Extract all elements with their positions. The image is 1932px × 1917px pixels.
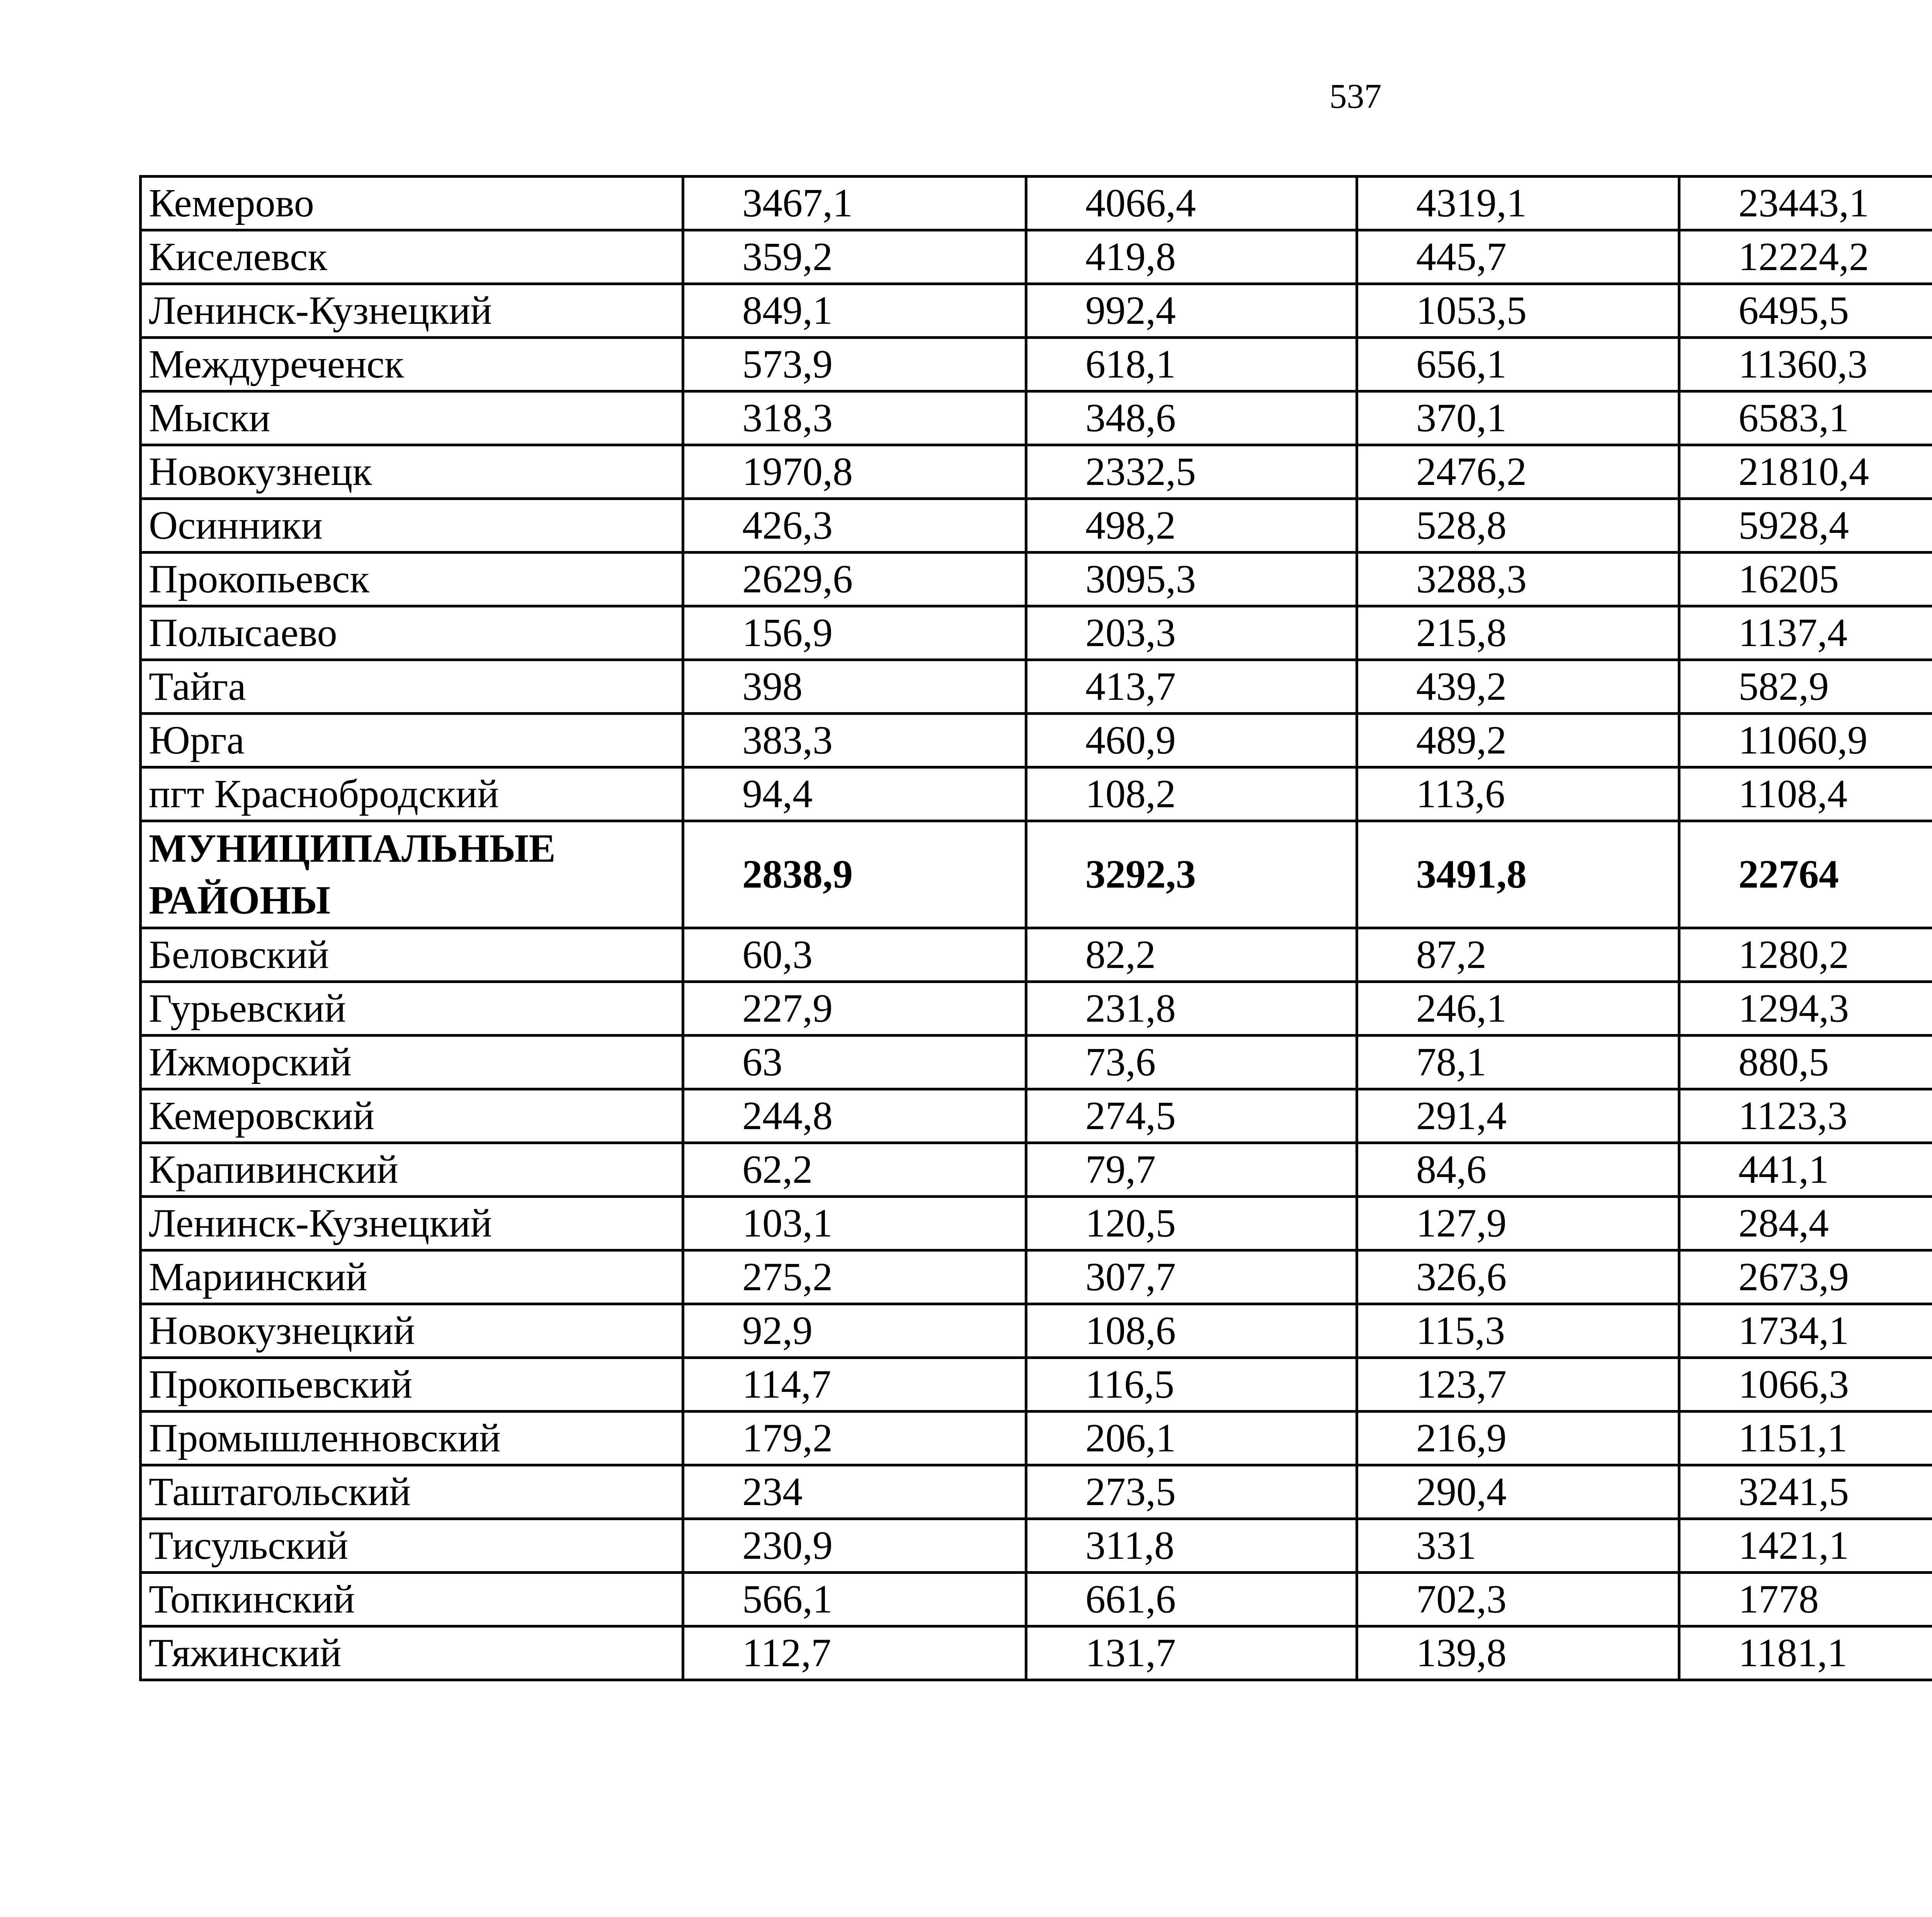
value-cell: 231,8 — [1026, 982, 1357, 1036]
value-cell: 230,9 — [683, 1519, 1026, 1573]
value-cell: 120,5 — [1026, 1197, 1357, 1250]
table-row-section-header — [141, 821, 1932, 928]
value-cell: 1066,3 — [1679, 1358, 1932, 1412]
value-cell: 3292,3 — [1026, 821, 1357, 928]
value-cell: 992,4 — [1026, 284, 1357, 338]
value-cell: 131,7 — [1026, 1626, 1357, 1680]
table-row — [141, 1143, 1932, 1197]
row-name-cell: Ижморский — [141, 1036, 683, 1089]
value-cell: 11360,3 — [1679, 338, 1932, 391]
value-cell: 179,2 — [683, 1412, 1026, 1465]
value-cell: 4066,4 — [1026, 177, 1357, 230]
value-cell: 1137,4 — [1679, 606, 1932, 660]
table-row — [141, 928, 1932, 982]
value-cell: 398 — [683, 660, 1026, 714]
value-cell: 12224,2 — [1679, 230, 1932, 284]
row-name-cell: МУНИЦИПАЛЬНЫЕ РАЙОНЫ — [141, 821, 683, 928]
value-cell: 246,1 — [1357, 982, 1679, 1036]
table-row — [141, 445, 1932, 499]
row-name-cell: Прокопьевский — [141, 1358, 683, 1412]
value-cell: 573,9 — [683, 338, 1026, 391]
table-row — [141, 1089, 1932, 1143]
value-cell: 441,1 — [1679, 1143, 1932, 1197]
table-row — [141, 230, 1932, 284]
table-row — [141, 1250, 1932, 1304]
value-cell: 244,8 — [683, 1089, 1026, 1143]
value-cell: 63 — [683, 1036, 1026, 1089]
row-name-cell: Мариинский — [141, 1250, 683, 1304]
table-row — [141, 714, 1932, 767]
value-cell: 87,2 — [1357, 928, 1679, 982]
row-name-cell: Новокузнецк — [141, 445, 683, 499]
row-name-cell: Полысаево — [141, 606, 683, 660]
table-row — [141, 606, 1932, 660]
value-cell: 284,4 — [1679, 1197, 1932, 1250]
value-cell: 3288,3 — [1357, 553, 1679, 606]
row-name-cell: Кемеровский — [141, 1089, 683, 1143]
value-cell: 460,9 — [1026, 714, 1357, 767]
row-name-cell: Ленинск-Кузнецкий — [141, 284, 683, 338]
table-row — [141, 391, 1932, 445]
value-cell: 326,6 — [1357, 1250, 1679, 1304]
value-cell: 108,6 — [1026, 1304, 1357, 1358]
table-row — [141, 982, 1932, 1036]
data-table — [139, 175, 1932, 1681]
value-cell: 203,3 — [1026, 606, 1357, 660]
value-cell: 656,1 — [1357, 338, 1679, 391]
value-cell: 6583,1 — [1679, 391, 1932, 445]
table-row — [141, 499, 1932, 553]
value-cell: 156,9 — [683, 606, 1026, 660]
row-name-cell: Мыски — [141, 391, 683, 445]
row-name-cell: Осинники — [141, 499, 683, 553]
value-cell: 3095,3 — [1026, 553, 1357, 606]
value-cell: 2673,9 — [1679, 1250, 1932, 1304]
table-row — [141, 553, 1932, 606]
value-cell: 1108,4 — [1679, 767, 1932, 821]
value-cell: 1181,1 — [1679, 1626, 1932, 1680]
value-cell: 849,1 — [683, 284, 1026, 338]
row-name-cell: Киселевск — [141, 230, 683, 284]
value-cell: 82,2 — [1026, 928, 1357, 982]
value-cell: 445,7 — [1357, 230, 1679, 284]
value-cell: 311,8 — [1026, 1519, 1357, 1573]
value-cell: 498,2 — [1026, 499, 1357, 553]
value-cell: 73,6 — [1026, 1036, 1357, 1089]
value-cell: 1123,3 — [1679, 1089, 1932, 1143]
value-cell: 274,5 — [1026, 1089, 1357, 1143]
row-name-cell: Кемерово — [141, 177, 683, 230]
value-cell: 116,5 — [1026, 1358, 1357, 1412]
value-cell: 113,6 — [1357, 767, 1679, 821]
row-name-cell: Юрга — [141, 714, 683, 767]
value-cell: 123,7 — [1357, 1358, 1679, 1412]
value-cell: 290,4 — [1357, 1465, 1679, 1519]
value-cell: 11060,9 — [1679, 714, 1932, 767]
value-cell: 1421,1 — [1679, 1519, 1932, 1573]
table-row — [141, 660, 1932, 714]
row-name-cell: Тяжинский — [141, 1626, 683, 1680]
value-cell: 206,1 — [1026, 1412, 1357, 1465]
row-name-cell: Промышленновский — [141, 1412, 683, 1465]
row-name-cell: Топкинский — [141, 1573, 683, 1626]
value-cell: 318,3 — [683, 391, 1026, 445]
table-row — [141, 767, 1932, 821]
value-cell: 16205 — [1679, 553, 1932, 606]
table-row — [141, 284, 1932, 338]
table-row — [141, 338, 1932, 391]
value-cell: 1294,3 — [1679, 982, 1932, 1036]
row-name-cell: Тисульский — [141, 1519, 683, 1573]
row-name-cell: Крапивинский — [141, 1143, 683, 1197]
row-name-cell: Гурьевский — [141, 982, 683, 1036]
table-row — [141, 1465, 1932, 1519]
value-cell: 275,2 — [683, 1250, 1026, 1304]
row-name-cell: Ленинск-Кузнецкий — [141, 1197, 683, 1250]
row-name-cell: Междуреченск — [141, 338, 683, 391]
value-cell: 419,8 — [1026, 230, 1357, 284]
table-row — [141, 1519, 1932, 1573]
table-row — [141, 1036, 1932, 1089]
value-cell: 22764 — [1679, 821, 1932, 928]
value-cell: 582,9 — [1679, 660, 1932, 714]
value-cell: 661,6 — [1026, 1573, 1357, 1626]
value-cell: 413,7 — [1026, 660, 1357, 714]
table-row — [141, 1358, 1932, 1412]
value-cell: 1151,1 — [1679, 1412, 1932, 1465]
value-cell: 618,1 — [1026, 338, 1357, 391]
value-cell: 359,2 — [683, 230, 1026, 284]
row-name-cell: пгт Краснобродский — [141, 767, 683, 821]
value-cell: 115,3 — [1357, 1304, 1679, 1358]
table-row — [141, 1626, 1932, 1680]
value-cell: 489,2 — [1357, 714, 1679, 767]
value-cell: 62,2 — [683, 1143, 1026, 1197]
table-row — [141, 1412, 1932, 1465]
value-cell: 227,9 — [683, 982, 1026, 1036]
table-row — [141, 1304, 1932, 1358]
value-cell: 127,9 — [1357, 1197, 1679, 1250]
value-cell: 23443,1 — [1679, 177, 1932, 230]
value-cell: 112,7 — [683, 1626, 1026, 1680]
row-name-cell: Прокопьевск — [141, 553, 683, 606]
page-number: 537 — [1329, 77, 1382, 116]
value-cell: 94,4 — [683, 767, 1026, 821]
value-cell: 215,8 — [1357, 606, 1679, 660]
value-cell: 1734,1 — [1679, 1304, 1932, 1358]
value-cell: 139,8 — [1357, 1626, 1679, 1680]
value-cell: 2476,2 — [1357, 445, 1679, 499]
value-cell: 2629,6 — [683, 553, 1026, 606]
value-cell: 21810,4 — [1679, 445, 1932, 499]
value-cell: 383,3 — [683, 714, 1026, 767]
row-name-cell: Тайга — [141, 660, 683, 714]
table-body — [141, 177, 1932, 1680]
value-cell: 60,3 — [683, 928, 1026, 982]
value-cell: 1053,5 — [1357, 284, 1679, 338]
value-cell: 348,6 — [1026, 391, 1357, 445]
value-cell: 92,9 — [683, 1304, 1026, 1358]
value-cell: 114,7 — [683, 1358, 1026, 1412]
value-cell: 439,2 — [1357, 660, 1679, 714]
value-cell: 1280,2 — [1679, 928, 1932, 982]
value-cell: 1970,8 — [683, 445, 1026, 499]
value-cell: 5928,4 — [1679, 499, 1932, 553]
value-cell: 273,5 — [1026, 1465, 1357, 1519]
value-cell: 1778 — [1679, 1573, 1932, 1626]
value-cell: 3491,8 — [1357, 821, 1679, 928]
value-cell: 3467,1 — [683, 177, 1026, 230]
value-cell: 331 — [1357, 1519, 1679, 1573]
row-name-cell: Беловский — [141, 928, 683, 982]
row-name-cell: Таштагольский — [141, 1465, 683, 1519]
value-cell: 84,6 — [1357, 1143, 1679, 1197]
value-cell: 79,7 — [1026, 1143, 1357, 1197]
value-cell: 2332,5 — [1026, 445, 1357, 499]
value-cell: 216,9 — [1357, 1412, 1679, 1465]
value-cell: 307,7 — [1026, 1250, 1357, 1304]
value-cell: 880,5 — [1679, 1036, 1932, 1089]
value-cell: 528,8 — [1357, 499, 1679, 553]
value-cell: 2838,9 — [683, 821, 1026, 928]
value-cell: 3241,5 — [1679, 1465, 1932, 1519]
value-cell: 234 — [683, 1465, 1026, 1519]
table-row — [141, 177, 1932, 230]
row-name-cell: Новокузнецкий — [141, 1304, 683, 1358]
value-cell: 702,3 — [1357, 1573, 1679, 1626]
value-cell: 426,3 — [683, 499, 1026, 553]
table-row — [141, 1573, 1932, 1626]
value-cell: 6495,5 — [1679, 284, 1932, 338]
table-row — [141, 1197, 1932, 1250]
value-cell: 291,4 — [1357, 1089, 1679, 1143]
value-cell: 4319,1 — [1357, 177, 1679, 230]
value-cell: 108,2 — [1026, 767, 1357, 821]
value-cell: 566,1 — [683, 1573, 1026, 1626]
value-cell: 103,1 — [683, 1197, 1026, 1250]
value-cell: 78,1 — [1357, 1036, 1679, 1089]
value-cell: 370,1 — [1357, 391, 1679, 445]
